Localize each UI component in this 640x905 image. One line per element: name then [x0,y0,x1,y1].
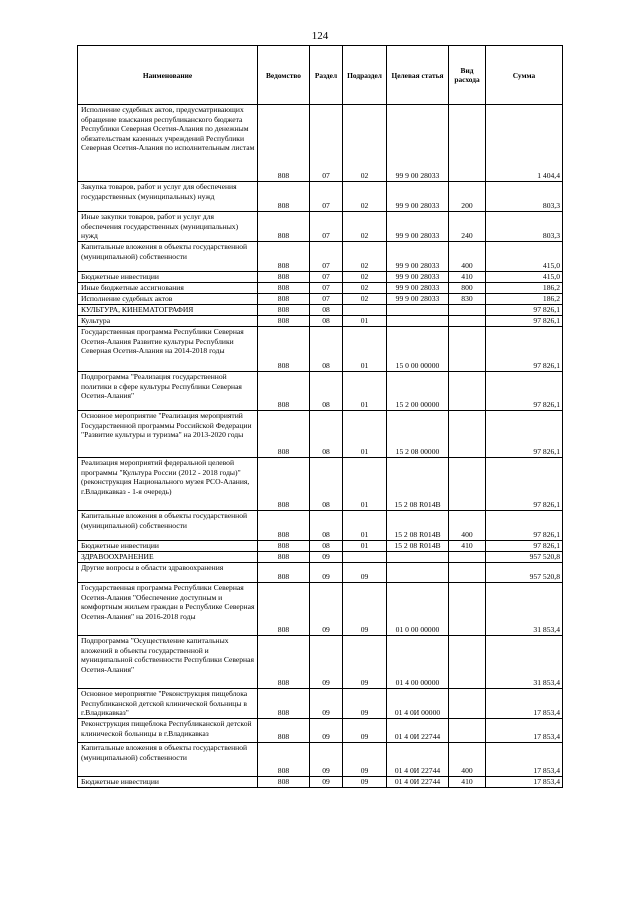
row-department: 808 [258,294,310,305]
row-section: 07 [310,294,343,305]
row-expense-type [449,583,486,636]
row-name: Бюджетные инвестиции [78,272,258,283]
row-sum: 803,3 [486,212,563,242]
row-subsection: 01 [343,372,387,411]
row-article: 01 4 0И 22744 [387,719,449,743]
row-expense-type [449,552,486,563]
row-section: 09 [310,777,343,788]
row-article: 01 4 0И 22744 [387,743,449,777]
row-subsection: 02 [343,272,387,283]
table-row [78,105,563,182]
row-department: 808 [258,563,310,583]
row-sum: 186,2 [486,283,563,294]
row-name: ЗДРАВООХРАНЕНИЕ [78,552,258,563]
row-sum: 803,3 [486,182,563,212]
row-sum: 1 404,4 [486,105,563,182]
row-article: 99 9 00 28033 [387,212,449,242]
row-expense-type: 800 [449,283,486,294]
row-sum: 17 853,4 [486,743,563,777]
row-department: 808 [258,327,310,372]
row-subsection: 02 [343,182,387,212]
row-sum: 17 853,4 [486,719,563,743]
row-sum: 415,0 [486,272,563,283]
row-sum: 415,0 [486,242,563,272]
table-row [78,458,563,511]
row-sum: 957 520,8 [486,563,563,583]
row-subsection: 09 [343,583,387,636]
header-department: Ведомство [258,46,310,105]
row-article: 01 4 0И 00000 [387,689,449,719]
row-expense-type [449,327,486,372]
row-subsection: 09 [343,563,387,583]
row-subsection: 02 [343,212,387,242]
row-name: Бюджетные инвестиции [78,541,258,552]
row-sum: 31 853,4 [486,636,563,689]
row-department: 808 [258,777,310,788]
row-department: 808 [258,583,310,636]
row-department: 808 [258,316,310,327]
row-section: 09 [310,689,343,719]
row-name: Подпрограмма "Осуществление капитальных вложений в объекты государственной и муниципальной собственности Республики Северная Осетия-Алания" [78,636,258,689]
row-article: 15 2 08 R014В [387,458,449,511]
table-row [78,636,563,689]
row-article [387,305,449,316]
row-subsection: 01 [343,327,387,372]
row-name: Иные бюджетные ассигнования [78,283,258,294]
row-subsection: 09 [343,689,387,719]
table-row [78,305,563,316]
row-subsection: 02 [343,242,387,272]
table-row [78,743,563,777]
row-name: Государственная программа Республики Северная Осетия-Алания Развитие культуры Республики Северная Осетия-Алания на 2014-2018 годы [78,327,258,372]
row-subsection: 02 [343,105,387,182]
row-subsection: 01 [343,316,387,327]
row-article: 15 2 00 00000 [387,372,449,411]
row-name: Подпрограмма "Реализация государственной политики в сфере культуры Республики Северная Осетия-Алания" [78,372,258,411]
row-article [387,552,449,563]
table-row [78,372,563,411]
row-sum: 97 826,1 [486,511,563,541]
row-expense-type: 240 [449,212,486,242]
row-subsection [343,552,387,563]
row-subsection: 09 [343,743,387,777]
row-subsection: 01 [343,458,387,511]
row-subsection: 02 [343,283,387,294]
row-section: 08 [310,458,343,511]
row-department: 808 [258,283,310,294]
table-row [78,552,563,563]
row-department: 808 [258,182,310,212]
row-department: 808 [258,541,310,552]
row-subsection: 09 [343,777,387,788]
row-section: 07 [310,242,343,272]
row-sum: 97 826,1 [486,305,563,316]
row-department: 808 [258,552,310,563]
row-expense-type [449,105,486,182]
row-department: 808 [258,511,310,541]
table-row [78,719,563,743]
page-number: 124 [311,30,329,42]
row-name: Исполнение судебных актов, предусматривающих обращение взыскания республиканского бюджета Республики Северная Осетия-Алания по денежным обязательствам казенных учреждений Республики Северная Осетия-Алания по исполнительным листам [78,105,258,182]
row-article: 01 4 0И 22744 [387,777,449,788]
row-subsection: 09 [343,719,387,743]
row-section: 09 [310,743,343,777]
row-sum: 17 853,4 [486,689,563,719]
row-expense-type: 410 [449,272,486,283]
row-section: 07 [310,272,343,283]
row-section: 08 [310,541,343,552]
row-name: Основное мероприятие "Реконструкция пищеблока Республиканской детской клинической больницы в г.Владикавказ" [78,689,258,719]
row-expense-type: 830 [449,294,486,305]
row-sum: 97 826,1 [486,316,563,327]
row-sum: 97 826,1 [486,458,563,511]
row-section: 09 [310,719,343,743]
row-article [387,316,449,327]
row-section: 08 [310,327,343,372]
table-row [78,272,563,283]
row-article: 15 2 08 00000 [387,411,449,458]
table-header-row [78,46,563,105]
row-name: Другие вопросы в области здравоохранения [78,563,258,583]
row-name: Реконструкция пищеблока Республиканской детской клинической больницы в г.Владикавказ [78,719,258,743]
row-sum: 31 853,4 [486,583,563,636]
row-section: 09 [310,563,343,583]
table-row [78,541,563,552]
table-row [78,411,563,458]
row-article: 99 9 00 28033 [387,272,449,283]
row-article: 99 9 00 28033 [387,105,449,182]
row-sum: 957 520,8 [486,552,563,563]
row-sum: 97 826,1 [486,372,563,411]
row-section: 09 [310,636,343,689]
row-expense-type [449,458,486,511]
header-article: Целевая статья [387,46,449,105]
header-expense-type: Вид расхода [449,46,486,105]
row-name: КУЛЬТУРА, КИНЕМАТОГРАФИЯ [78,305,258,316]
table-row [78,777,563,788]
table-row [78,327,563,372]
row-expense-type [449,636,486,689]
row-section: 07 [310,105,343,182]
row-section: 07 [310,283,343,294]
row-department: 808 [258,242,310,272]
table-row [78,689,563,719]
row-expense-type: 410 [449,777,486,788]
row-section: 08 [310,316,343,327]
row-name: Закупка товаров, работ и услуг для обеспечения государственных (муниципальных) нужд [78,182,258,212]
row-name: Бюджетные инвестиции [78,777,258,788]
row-department: 808 [258,272,310,283]
row-article: 15 0 00 00000 [387,327,449,372]
row-department: 808 [258,212,310,242]
row-expense-type: 400 [449,743,486,777]
row-section: 08 [310,372,343,411]
row-department: 808 [258,719,310,743]
row-section: 08 [310,305,343,316]
row-article: 15 2 08 R014В [387,541,449,552]
row-section: 09 [310,583,343,636]
row-department: 808 [258,411,310,458]
table-row [78,563,563,583]
row-department: 808 [258,743,310,777]
header-section: Раздел [310,46,343,105]
row-section: 07 [310,212,343,242]
row-subsection: 01 [343,541,387,552]
row-article: 99 9 00 28033 [387,283,449,294]
row-expense-type [449,305,486,316]
table-row [78,583,563,636]
table-row [78,294,563,305]
row-subsection: 02 [343,294,387,305]
row-expense-type [449,411,486,458]
row-name: Государственная программа Республики Северная Осетия-Алания "Обеспечение доступным и комфортным жильем граждан в Республике Северная Осетия-Алания" на 2016-2018 годы [78,583,258,636]
table-row [78,283,563,294]
row-sum: 97 826,1 [486,541,563,552]
table-row [78,242,563,272]
row-department: 808 [258,105,310,182]
row-expense-type [449,719,486,743]
table-row [78,511,563,541]
row-sum: 17 853,4 [486,777,563,788]
row-article [387,563,449,583]
row-name: Капитальные вложения в объекты государственной (муниципальной) собственности [78,242,258,272]
row-expense-type: 400 [449,242,486,272]
row-subsection: 01 [343,411,387,458]
row-section: 09 [310,552,343,563]
row-sum: 186,2 [486,294,563,305]
row-name: Основное мероприятие "Реализация мероприятий Государственной программы Российской Федерации "Развитие культуры и туризма" на 2013-2020 годы [78,411,258,458]
row-section: 07 [310,182,343,212]
row-expense-type [449,316,486,327]
row-expense-type [449,372,486,411]
row-expense-type [449,563,486,583]
header-sum: Сумма [486,46,563,105]
row-article: 99 9 00 28033 [387,242,449,272]
row-expense-type: 410 [449,541,486,552]
row-subsection [343,305,387,316]
row-subsection: 09 [343,636,387,689]
row-article: 99 9 00 28033 [387,182,449,212]
row-article: 01 4 00 00000 [387,636,449,689]
row-sum: 97 826,1 [486,327,563,372]
header-subsection: Подраздел [343,46,387,105]
row-section: 08 [310,511,343,541]
row-name: Капитальные вложения в объекты государственной (муниципальной) собственности [78,743,258,777]
row-department: 808 [258,689,310,719]
table-row [78,212,563,242]
row-name: Капитальные вложения в объекты государственной (муниципальной) собственности [78,511,258,541]
row-department: 808 [258,305,310,316]
table-body [78,105,563,788]
row-expense-type [449,689,486,719]
row-article: 01 0 00 00000 [387,583,449,636]
row-name: Реализация мероприятий федеральной целевой программы "Культура России (2012 - 2018 годы)" (реконструкция Национального музея РСО-Алания, г.Владикавказ - 1-я очередь) [78,458,258,511]
row-sum: 97 826,1 [486,411,563,458]
row-department: 808 [258,458,310,511]
header-name: Наименование [78,46,258,105]
row-name: Культура [78,316,258,327]
row-article: 15 2 08 R014В [387,511,449,541]
table-row [78,182,563,212]
budget-table [77,45,563,788]
row-department: 808 [258,372,310,411]
row-name: Иные закупки товаров, работ и услуг для обеспечения государственных (муниципальных) нужд [78,212,258,242]
row-section: 08 [310,411,343,458]
row-article: 99 9 00 28033 [387,294,449,305]
row-department: 808 [258,636,310,689]
table-row [78,316,563,327]
row-expense-type: 400 [449,511,486,541]
row-name: Исполнение судебных актов [78,294,258,305]
row-subsection: 01 [343,511,387,541]
row-expense-type: 200 [449,182,486,212]
